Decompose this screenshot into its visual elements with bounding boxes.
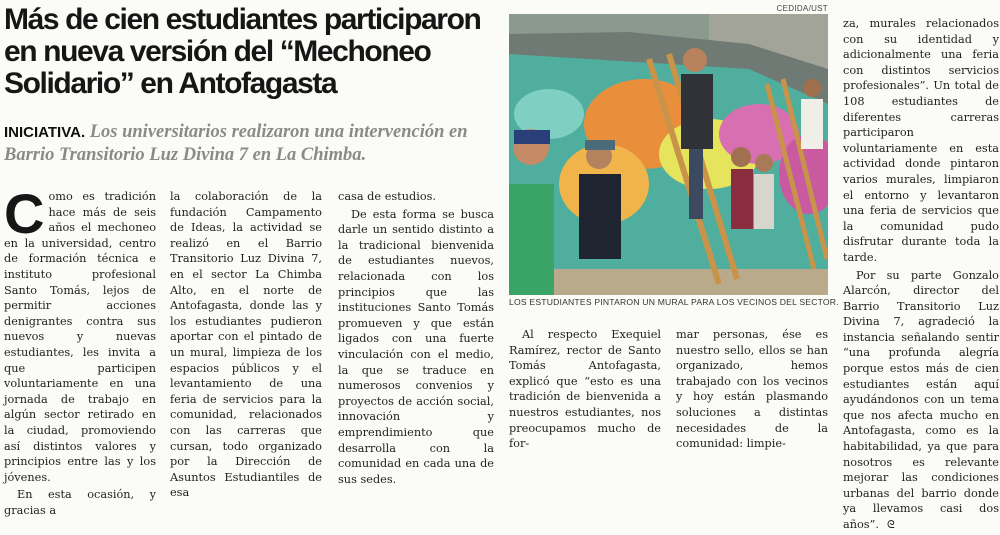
end-mark-icon: ᘓ xyxy=(886,518,895,531)
body-paragraph: Como es tradición hace más de seis años el mechoneo en la universidad, centro de formación técnica e instituto profesional Santo Tomás, lejos de permitir acciones denigrantes contra sus nuevos y nuevas estudiantes, les invita a que participen voluntariamente en una jornada de trabajo en algún sector retirado en la ciudad, promoviendo así distintos valores y principios entre las y los jóvenes. xyxy=(4,182,156,484)
lead-paragraph xyxy=(4,121,494,166)
body-paragraph: casa de estudios. xyxy=(338,190,437,203)
photo-caption: LOS ESTUDIANTES PINTARON UN MURAL PARA LOS VECINOS DEL SECTOR. xyxy=(509,297,839,307)
article-photo xyxy=(509,14,828,295)
body-paragraph: Por su parte Gonzalo Alarcón, director del Barrio Transitorio Luz Divina 7, agradeció la instancia señalando sentir “una profunda alegría porque estos más de cien estudiantes están aquí ayudándonos con un tema que nos afecta mucho en Antofagasta, como es la habitabilidad, ya que para nosotros es relevante mejorar las condiciones urbanas del barrio donde ya llevamos casi dos años”. ᘓ xyxy=(843,268,999,531)
photo-credit: CEDIDA/UST xyxy=(776,4,828,13)
body-column-5 xyxy=(676,327,828,454)
body-column-2 xyxy=(170,189,322,503)
lead-text: Los universitarios realizaron una intervención en Barrio Transitorio Luz Divina 7 en La Chimba. xyxy=(4,122,468,165)
body-paragraph: Al respecto Exequiel Ramírez, rector de Santo Tomás Antofagasta, explicó que “esto es una tradición de bienvenida a nuestros estudiantes, nos preocupamos mucho de for- xyxy=(509,328,661,451)
drop-cap: C xyxy=(4,182,45,245)
body-paragraph: En esta ocasión, y gracias a xyxy=(4,488,156,517)
body-column-3 xyxy=(338,189,494,489)
body-paragraph: za, murales relacionados con su identidad y adicionalmente una feria con distintos servicios profesionales”. Un total de 108 estudiantes de diferentes carreras participaron voluntariamente en esta actividad donde pintaron varios murales, limpiaron el entorno y levantaron una feria de servicios que la comunidad pudo disfrutar durante toda la tarde. xyxy=(843,17,999,264)
body-paragraph: De esta forma se busca darle un sentido distinto a la tradicional bienvenida de estudiantes nuevos, relacionada con los principios que las instituciones Santo Tomás promueven y que están ligados con una fuerte vinculación con el medio, la que se traduce en numerosos convenios y proyectos de acción social, innovación y emprendimiento que desarrolla con la comunidad en cada una de sus sedes. xyxy=(338,207,494,486)
mural-scene-illustration xyxy=(509,14,828,295)
body-column-6 xyxy=(843,16,999,535)
lead-kicker: INICIATIVA. xyxy=(4,124,86,141)
body-column-1 xyxy=(4,182,156,520)
body-paragraph: la colaboración de la fundación Campamento de Ideas, la actividad se realizó en el Barrio Transitorio Luz Divina 7, en el sector La Chimba Alto, en el norte de Antofagasta, donde las y los estudiantes pudieron aportar con el pintado de un mural, limpieza de los espacios públicos y el levantamiento de una feria de servicios para la comunidad, relacionados con las carreras que cursan, todo organizado por la Dirección de Asuntos Estudiantiles de esa xyxy=(170,190,322,500)
body-column-4 xyxy=(509,327,661,454)
headline: Más de cien estudiantes participaron en nueva versión del “Mechoneo Solidario” en Antofagasta xyxy=(4,3,481,100)
body-paragraph: mar personas, ése es nuestro sello, ellos se han organizado, hemos trabajado con los vecinos y hoy están plasmando soluciones a distintas necesidades de la comunidad: limpie- xyxy=(676,328,828,451)
